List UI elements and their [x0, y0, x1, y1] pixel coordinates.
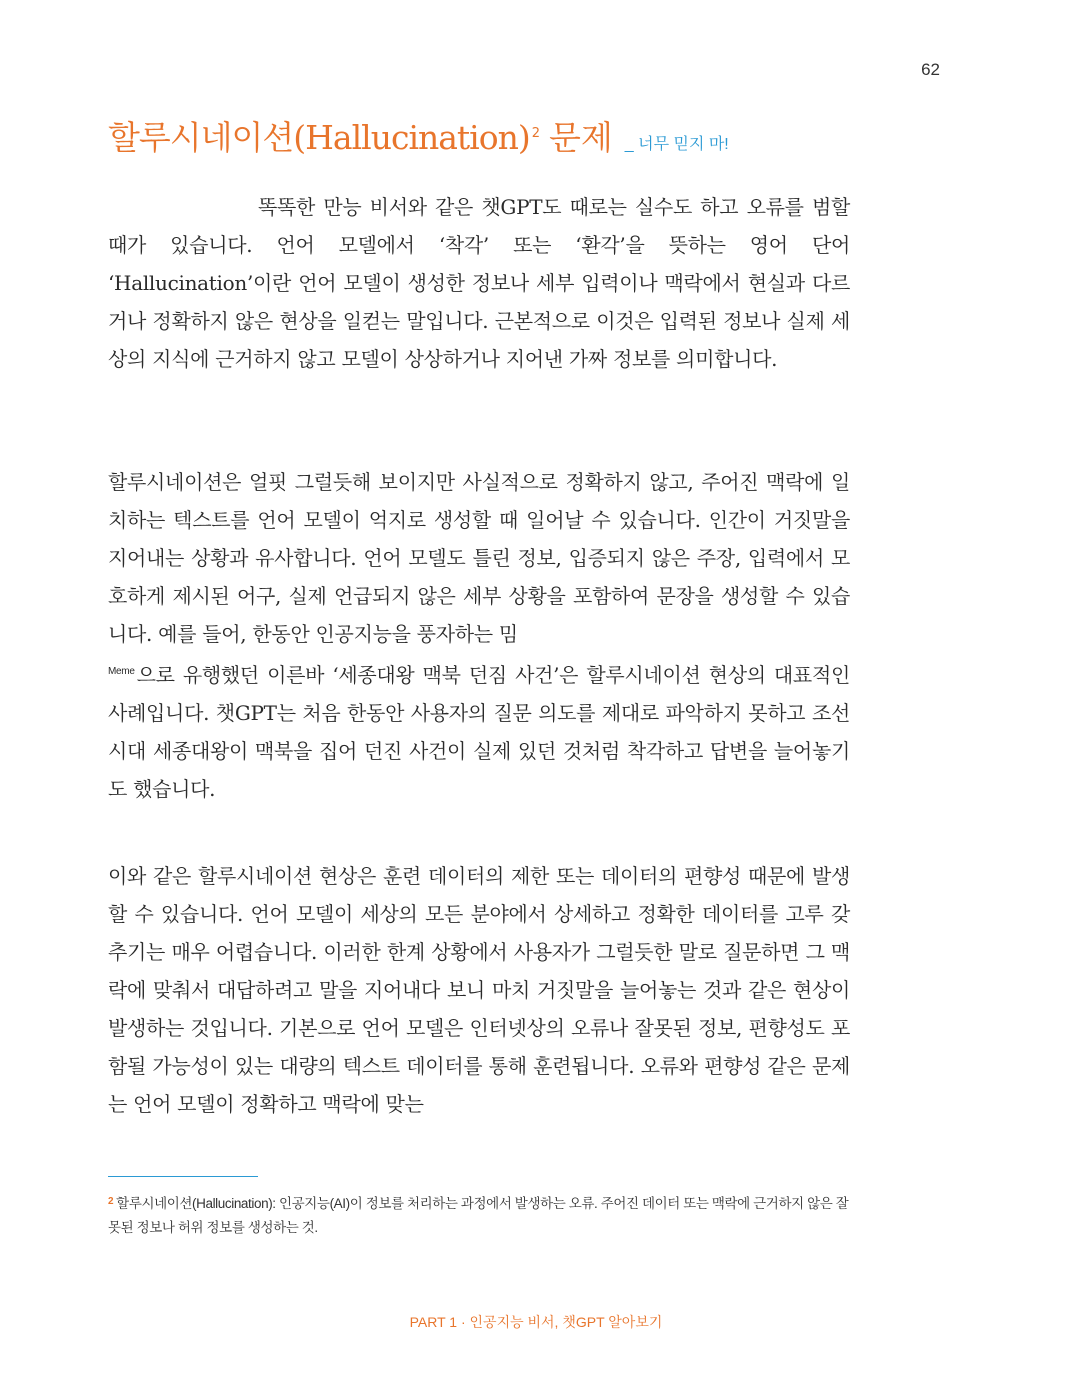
paragraph-text: 이와 같은 할루시네이션 현상은 훈련 데이터의 제한 또는 데이터의 편향성 때문에 발생할 수 있습니다. 언어 모델이 세상의 모든 분야에서 상세하고 정확한 데이터를 고루 갖추기는 매우 어렵습니다. 이러한 한계 상황에서 사용자가 그럴듯한 말로 질문하면 그 맥락에 맞춰서 대답하려고 말을 지어내다 보니 마치 거짓말을 늘어놓는 것과 같은 현상이 발생하는 것입니다. 기본으로 언어 모델은 인터넷상의 오류나 잘못된 정보, 편향성도 포함될 가능성이 있는 대량의 텍스트 데이터를 통해 훈련됩니다. 오류와 편향성 같은 문제는 언어 모델이 정확하고 맥락에 맞는 [108, 864, 850, 1116]
heading-subtitle: _ 너무 믿지 마! [624, 136, 729, 153]
section-heading [108, 112, 868, 159]
footnote-text: 할루시네이션(Hallucination): 인공지능(AI)이 정보를 처리하는 과정에서 발생하는 오류. 주어진 데이터 또는 맥락에 근거하지 않은 잘못된 정보나 허위 정보를 생성하는 것. [108, 1196, 849, 1235]
running-footer: PART 1 · 인공지능 비서, 챗GPT 알아보기 [409, 1314, 663, 1330]
heading-title-suffix: 문제 [549, 118, 613, 157]
footnote-divider [108, 1176, 258, 1177]
body-paragraph-3 [108, 857, 850, 1123]
paragraph-text-part-a: 할루시네이션은 얼핏 그럴듯해 보이지만 사실적으로 정확하지 않고, 주어진 맥락에 일치하는 텍스트를 언어 모델이 억지로 생성할 때 일어날 수 있습니다. 인간이 거짓말을 지어내는 상황과 유사합니다. 언어 모델도 틀린 정보, 입증되지 않은 주장, 입력에서 모호하게 제시된 어구, 실제 언급되지 않은 세부 상황을 포함하여 문장을 생성할 수 있습니다. 예를 들어, 한동안 인공지능을 풍자하는 밈 [108, 470, 850, 646]
footnote-reference[interactable]: 2 [531, 126, 540, 141]
heading-title-main: 할루시네이션(Hallucination) [108, 118, 530, 157]
paragraph-text: 똑똑한 만능 비서와 같은 챗GPT도 때로는 실수도 하고 오류를 범할 때가 있습니다. 언어 모델에서 ‘착각’ 또는 ‘환각’을 뜻하는 영어 단어 ‘Hallucination’이란 언어 모델이 생성한 정보나 세부 입력이나 맥락에서 현실과 다르거나 정확하지 않은 현상을 일컫는 말입니다. 근본적으로 이것은 입력된 정보나 실제 세상의 지식에 근거하지 않고 모델이 상상하거나 지어낸 가짜 정보를 의미합니다. [108, 195, 850, 371]
body-paragraph-1 [108, 188, 850, 378]
footnote [108, 1190, 853, 1240]
footnote-mark: 2 [108, 1196, 114, 1207]
page-number: 62 [921, 60, 940, 79]
paragraph-text-part-b: 으로 유행했던 이른바 ‘세종대왕 맥북 던짐 사건’은 할루시네이션 현상의 대표적인 사례입니다. 챗GPT는 처음 한동안 사용자의 질문 의도를 제대로 파악하지 못하고 조선 시대 세종대왕이 맥북을 집어 던진 사건이 실제 있던 것처럼 착각하고 답변을 늘어놓기도 했습니다. [108, 663, 850, 801]
meme-superscript: Meme [108, 666, 135, 677]
heading-title [108, 112, 549, 159]
paragraph-text [108, 463, 850, 808]
body-paragraph-2 [108, 463, 850, 808]
